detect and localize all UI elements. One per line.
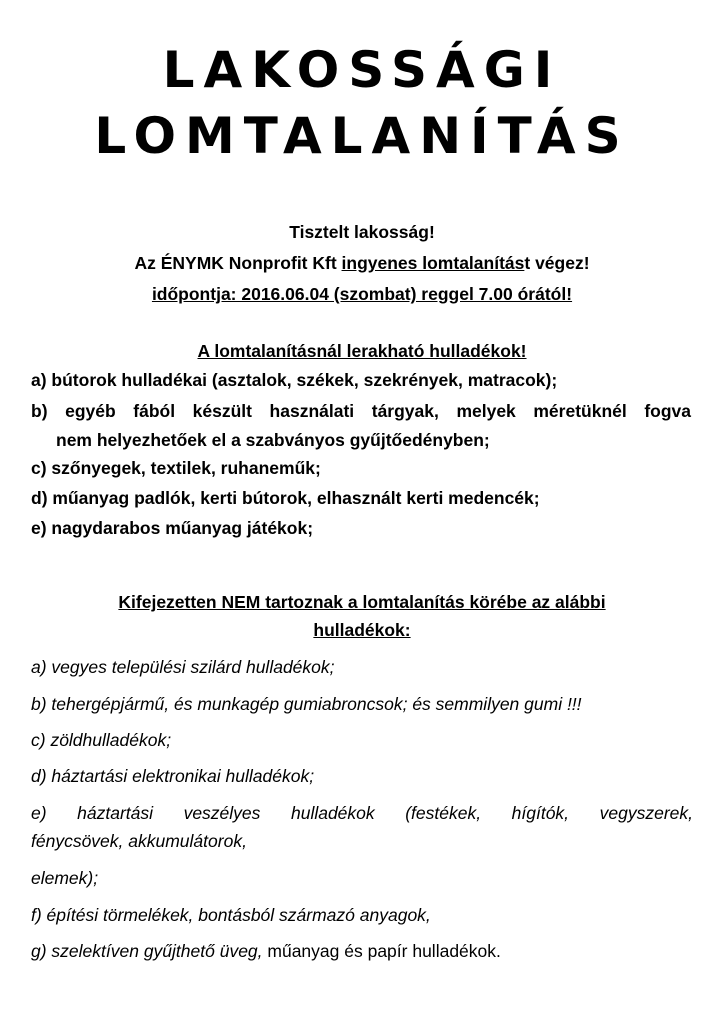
greeting: Tisztelt lakosság! <box>289 222 435 242</box>
allowed-item-a: a) bútorok hulladékai (asztalok, székek, szekrények, matracok); <box>31 370 558 390</box>
excluded-item-c: c) zöldhulladékok; <box>31 730 172 750</box>
allowed-item-b-cont: nem helyezhetőek el a szabványos gyűjtőedényben; <box>56 430 490 450</box>
allowed-item-b: b) egyéb fából készült használati tárgyak, melyek méretüknél fogva <box>31 401 691 421</box>
excluded-item-f: f) építési törmelékek, bontásból származó anyagok, <box>31 905 431 925</box>
excluded-heading-1: Kifejezetten NEM tartoznak a lomtalanítás körébe az alábbi <box>118 592 606 612</box>
allowed-item-c: c) szőnyegek, textilek, ruhaneműk; <box>31 458 321 478</box>
excluded-item-g-regular: műanyag és papír hulladékok. <box>262 941 501 961</box>
excluded-item-a: a) vegyes települési szilárd hulladékok; <box>31 657 335 677</box>
company-prefix: Az ÉNYMK Nonprofit Kft <box>134 253 342 273</box>
company-line <box>0 251 724 275</box>
title-line-1: LAKOSSÁGI <box>162 41 562 99</box>
excluded-item-e: e) háztartási veszélyes hulladékok (festékek, hígítók, vegyszerek, <box>31 803 693 823</box>
excluded-item-g <box>31 939 693 963</box>
excluded-item-e-cont-1: fénycsövek, akkumulátorok, <box>31 831 247 851</box>
excluded-heading-2: hulladékok: <box>313 620 411 640</box>
excluded-item-g-italic: g) szelektíven gyűjthető üveg, <box>31 941 263 961</box>
allowed-item-e: e) nagydarabos műanyag játékok; <box>31 518 314 538</box>
company-suffix: t végez! <box>524 253 590 273</box>
allowed-heading: A lomtalanításnál lerakható hulladékok! <box>197 341 527 361</box>
excluded-item-b: b) tehergépjármű, és munkagép gumiabroncsok; és semmilyen gumi !!! <box>31 694 582 714</box>
excluded-item-d: d) háztartási elektronikai hulladékok; <box>31 766 315 786</box>
company-underlined: ingyenes lomtalanítás <box>341 253 525 273</box>
allowed-item-d: d) műanyag padlók, kerti bútorok, elhasznált kerti medencék; <box>31 488 540 508</box>
excluded-item-e-cont-2: elemek); <box>31 868 99 888</box>
title-line-2: LOMTALANÍTÁS <box>94 107 630 165</box>
date-line: időpontja: 2016.06.04 (szombat) reggel 7.00 órától! <box>151 284 573 304</box>
